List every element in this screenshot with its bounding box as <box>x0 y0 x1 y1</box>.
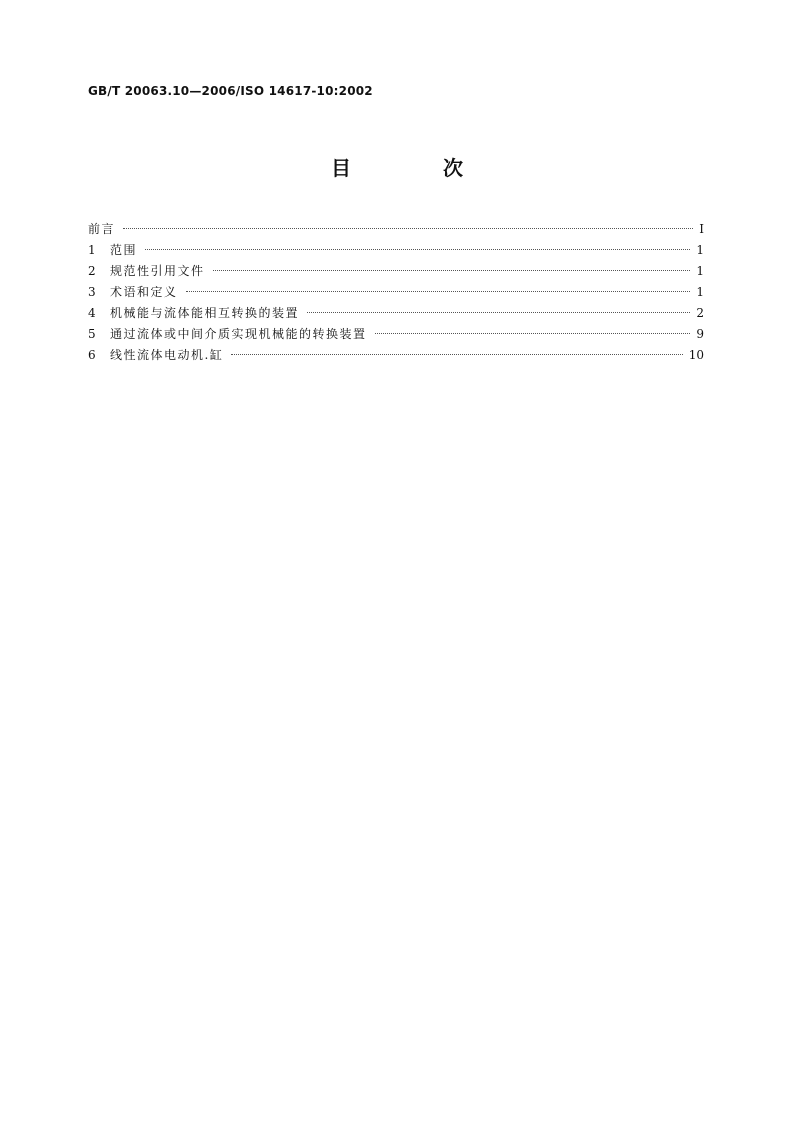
toc-entry-page: 2 <box>696 306 704 320</box>
page-title: 目 次 <box>331 156 499 180</box>
toc-entry-page: 10 <box>688 348 704 362</box>
toc-entry-3[interactable] <box>88 282 704 303</box>
toc-dot-leader <box>213 270 691 271</box>
toc-entry-page: 1 <box>696 285 704 299</box>
toc-entry-label: 范围 <box>110 243 138 257</box>
toc-entry-label: 线性流体电动机.缸 <box>110 348 224 362</box>
toc-entry-page: 1 <box>696 264 704 278</box>
standard-code-header: GB/T 20063.10—2006/ISO 14617-10:2002 <box>88 84 373 98</box>
toc-entry-page: 9 <box>696 327 704 341</box>
toc-entry-number: 1 <box>88 243 96 257</box>
toc-entry-label: 术语和定义 <box>110 285 178 299</box>
toc-entry-5[interactable] <box>88 324 704 345</box>
toc-dot-leader <box>123 228 693 229</box>
toc-entry-label: 规范性引用文件 <box>110 264 205 278</box>
toc-entry-label: 前言 <box>88 222 116 236</box>
toc-dot-leader <box>145 249 690 250</box>
toc-entry-number: 3 <box>88 285 96 299</box>
toc-dot-leader <box>231 354 682 355</box>
toc-dot-leader <box>307 312 690 313</box>
toc-entry-number: 4 <box>88 306 96 320</box>
toc-dot-leader <box>375 333 691 334</box>
toc-entry-number: 5 <box>88 327 96 341</box>
toc-entry-page: 1 <box>696 243 704 257</box>
toc-entry-label: 机械能与流体能相互转换的装置 <box>110 306 300 320</box>
toc-entry-number: 2 <box>88 264 96 278</box>
toc-entry-number: 6 <box>88 348 96 362</box>
toc-entry-page: I <box>699 222 704 236</box>
toc-entry-2[interactable] <box>88 261 704 282</box>
toc-entry-4[interactable] <box>88 303 704 324</box>
toc-entry-6[interactable] <box>88 345 704 366</box>
toc-entry-foreword[interactable] <box>88 219 704 240</box>
toc-dot-leader <box>186 291 691 292</box>
toc-entry-1[interactable] <box>88 240 704 261</box>
toc-entry-label: 通过流体或中间介质实现机械能的转换装置 <box>110 327 367 341</box>
table-of-contents <box>88 219 704 366</box>
